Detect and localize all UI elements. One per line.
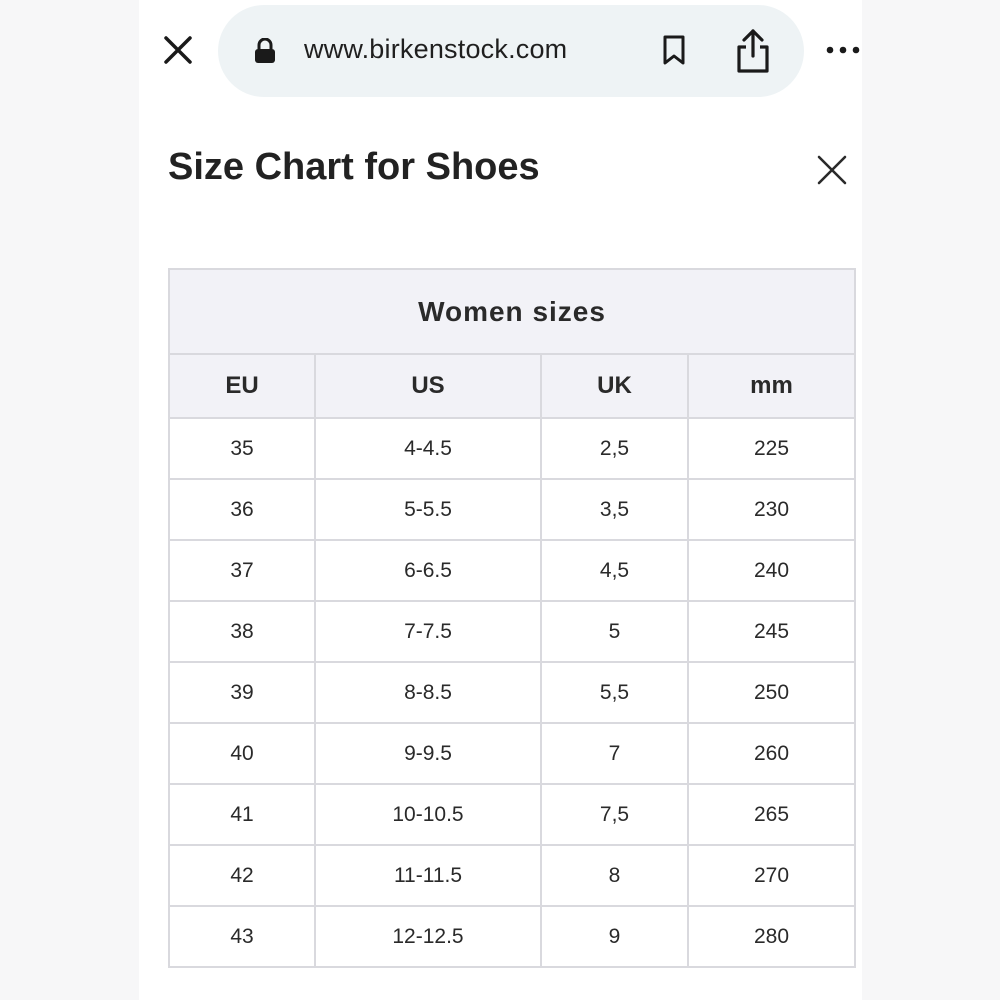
- table-row: [169, 418, 855, 479]
- table-row: [169, 540, 855, 601]
- table-row: [169, 784, 855, 845]
- cell-mm: 245: [688, 601, 855, 662]
- table-row: [169, 662, 855, 723]
- column-header-uk: UK: [541, 354, 688, 418]
- cell-mm: 250: [688, 662, 855, 723]
- cell-mm: 230: [688, 479, 855, 540]
- cell-uk: 7,5: [541, 784, 688, 845]
- cell-uk: 4,5: [541, 540, 688, 601]
- page-title: Size Chart for Shoes: [168, 146, 540, 188]
- cell-uk: 9: [541, 906, 688, 967]
- cell-eu: 42: [169, 845, 315, 906]
- close-icon[interactable]: [160, 32, 196, 68]
- cell-us: 8-8.5: [315, 662, 541, 723]
- cell-mm: 260: [688, 723, 855, 784]
- table-row: [169, 906, 855, 967]
- table-row: [169, 845, 855, 906]
- cell-mm: 280: [688, 906, 855, 967]
- more-icon[interactable]: [825, 44, 861, 56]
- bookmark-icon[interactable]: [661, 34, 687, 66]
- table-row: [169, 601, 855, 662]
- cell-eu: 41: [169, 784, 315, 845]
- column-header-us: US: [315, 354, 541, 418]
- cell-us: 12-12.5: [315, 906, 541, 967]
- cell-uk: 5,5: [541, 662, 688, 723]
- cell-mm: 240: [688, 540, 855, 601]
- cell-eu: 35: [169, 418, 315, 479]
- table-caption: Women sizes: [169, 269, 855, 354]
- cell-us: 5-5.5: [315, 479, 541, 540]
- column-header-eu: EU: [169, 354, 315, 418]
- cell-eu: 39: [169, 662, 315, 723]
- cell-uk: 7: [541, 723, 688, 784]
- cell-eu: 40: [169, 723, 315, 784]
- cell-us: 9-9.5: [315, 723, 541, 784]
- cell-uk: 5: [541, 601, 688, 662]
- cell-us: 7-7.5: [315, 601, 541, 662]
- table-row: [169, 479, 855, 540]
- cell-mm: 225: [688, 418, 855, 479]
- cell-eu: 37: [169, 540, 315, 601]
- table-row: [169, 723, 855, 784]
- cell-us: 4-4.5: [315, 418, 541, 479]
- url-text[interactable]: www.birkenstock.com: [304, 34, 568, 64]
- cell-uk: 2,5: [541, 418, 688, 479]
- cell-us: 11-11.5: [315, 845, 541, 906]
- cell-mm: 265: [688, 784, 855, 845]
- cell-us: 10-10.5: [315, 784, 541, 845]
- cell-uk: 8: [541, 845, 688, 906]
- close-dialog-icon[interactable]: [815, 153, 849, 187]
- column-header-mm: mm: [688, 354, 855, 418]
- cell-uk: 3,5: [541, 479, 688, 540]
- cell-eu: 38: [169, 601, 315, 662]
- size-chart-table: [168, 268, 856, 968]
- cell-us: 6-6.5: [315, 540, 541, 601]
- cell-eu: 43: [169, 906, 315, 967]
- share-icon[interactable]: [734, 28, 772, 74]
- lock-icon: [254, 38, 276, 64]
- cell-eu: 36: [169, 479, 315, 540]
- cell-mm: 270: [688, 845, 855, 906]
